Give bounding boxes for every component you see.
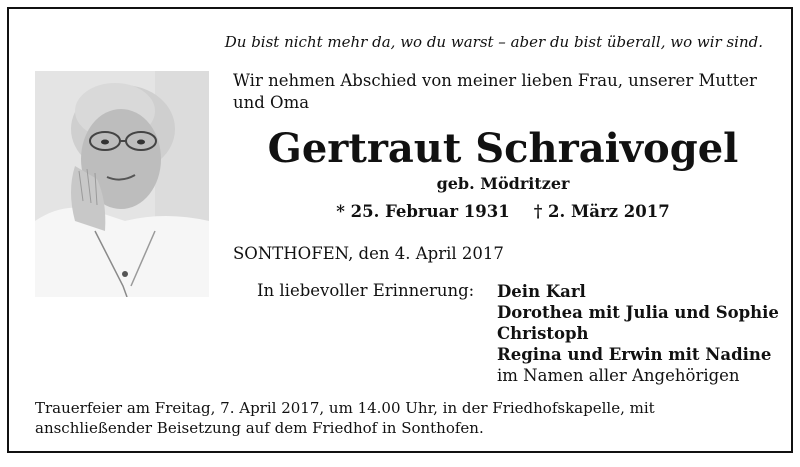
- portrait-photo: [35, 71, 209, 297]
- birth-date: * 25. Februar 1931: [336, 202, 510, 221]
- motto-quote: Du bist nicht mehr da, wo du warst – aber du bist überall, wo wir sind.: [224, 33, 763, 51]
- place-and-date: SONTHOFEN, den 4. April 2017: [233, 244, 504, 263]
- life-dates: [233, 202, 773, 221]
- portrait-image: [35, 71, 209, 297]
- deceased-name: Gertraut Schraivogel: [267, 125, 739, 172]
- mourner-line: Christoph: [497, 324, 589, 343]
- funeral-info: Trauerfeier am Freitag, 7. April 2017, um 14.00 Uhr, in der Friedhofskapelle, mit anschließender Beisetzung auf dem Friedhof in Sonthofen.: [35, 399, 655, 437]
- death-date: † 2. März 2017: [533, 202, 670, 221]
- intro-text: Wir nehmen Abschied von meiner lieben Frau, unserer Mutter und Oma: [233, 71, 757, 112]
- mourners-closing: im Namen aller Angehörigen: [497, 366, 740, 385]
- obituary-notice: [7, 7, 793, 453]
- mourners-list: [497, 281, 779, 386]
- birth-name: geb. Mödritzer: [436, 174, 570, 193]
- memory-label: In liebevoller Erinnerung:: [257, 281, 475, 300]
- mourner-line: Dorothea mit Julia und Sophie: [497, 303, 779, 322]
- mourner-line: Regina und Erwin mit Nadine: [497, 345, 772, 364]
- mourner-line: Dein Karl: [497, 282, 586, 301]
